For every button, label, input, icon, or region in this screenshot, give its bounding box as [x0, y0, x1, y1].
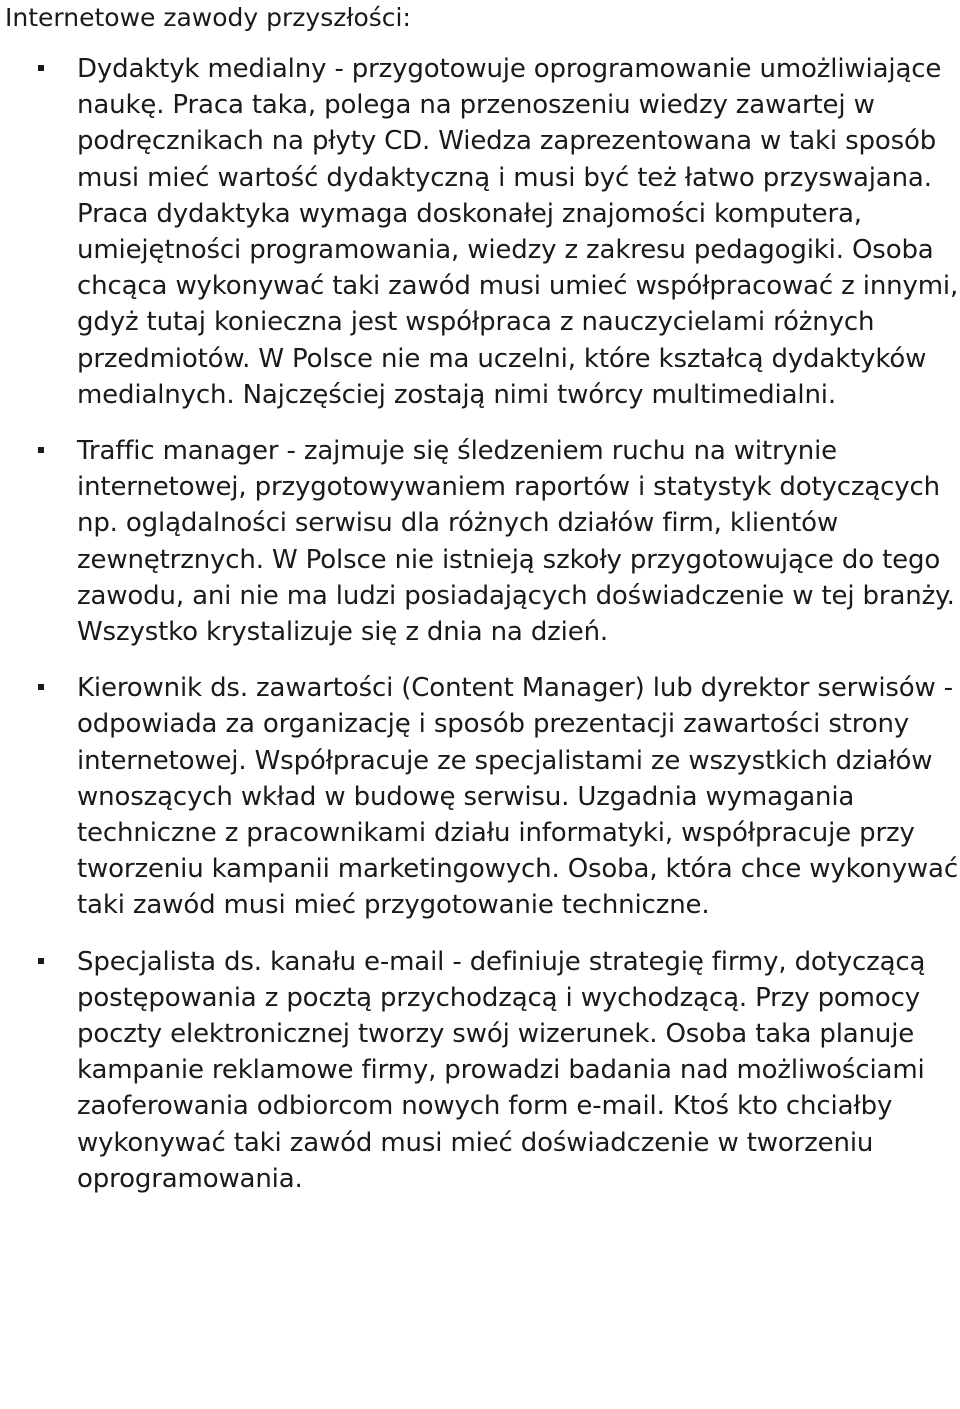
list-item	[5, 433, 960, 650]
square-bullet-icon	[38, 684, 44, 690]
square-bullet-icon	[38, 958, 44, 964]
list-item-text: Kierownik ds. zawartości (Content Manager) lub dyrektor serwisów - odpowiada za organizację i sposób prezentacji zawartości strony internetowej. Współpracuje ze specjalistami ze wszystkich działów wnoszących wkład w budowę serwisu. Uzgadnia wymagania techniczne z pracownikami działu informatyki, współpracuje przy tworzeniu kampanii marketingowych. Osoba, która chce wykonywać taki zawód musi mieć przygotowanie techniczne.	[77, 673, 958, 921]
professions-list	[5, 51, 960, 1197]
page-heading: Internetowe zawody przyszłości:	[5, 3, 411, 32]
list-item-text: Traffic manager - zajmuje się śledzeniem ruchu na witrynie internetowej, przygotowywaniem raportów i statystyk dotyczących np. oglądalności serwisu dla różnych działów firm, klientów zewnętrznych. W Polsce nie istnieją szkoły przygotowujące do tego zawodu, ani nie ma ludzi posiadających doświadczenie w tej branży. Wszystko krystalizuje się z dnia na dzień.	[77, 436, 955, 648]
list-item-text: Dydaktyk medialny - przygotowuje oprogramowanie umożliwiające naukę. Praca taka, polega na przenoszeniu wiedzy zawartej w podręcznikach na płyty CD. Wiedza zaprezentowana w taki sposób musi mieć wartość dydaktyczną i musi być też łatwo przyswajana. Praca dydaktyka wymaga doskonałej znajomości komputera, umiejętności programowania, wiedzy z zakresu pedagogiki. Osoba chcąca wykonywać taki zawód musi umieć współpracować z innymi, gdyż tutaj konieczna jest współpraca z nauczycielami różnych przedmiotów. W Polsce nie ma uczelni, które kształcą dydaktyków medialnych. Najczęściej zostają nimi twórcy multimedialni.	[77, 54, 959, 410]
list-item-text: Specjalista ds. kanału e-mail - definiuje strategię firmy, dotyczącą postępowania z pocztą przychodzącą i wychodzącą. Przy pomocy poczty elektronicznej tworzy swój wizerunek. Osoba taka planuje kampanie reklamowe firmy, prowadzi badania nad możliwościami zaoferowania odbiorcom nowych form e-mail. Ktoś kto chciałby wykonywać taki zawód musi mieć doświadczenie w tworzeniu oprogramowania.	[77, 946, 926, 1194]
list-item	[5, 670, 960, 923]
list-item	[5, 944, 960, 1197]
square-bullet-icon	[38, 65, 44, 71]
square-bullet-icon	[38, 447, 44, 453]
list-item	[5, 51, 960, 413]
